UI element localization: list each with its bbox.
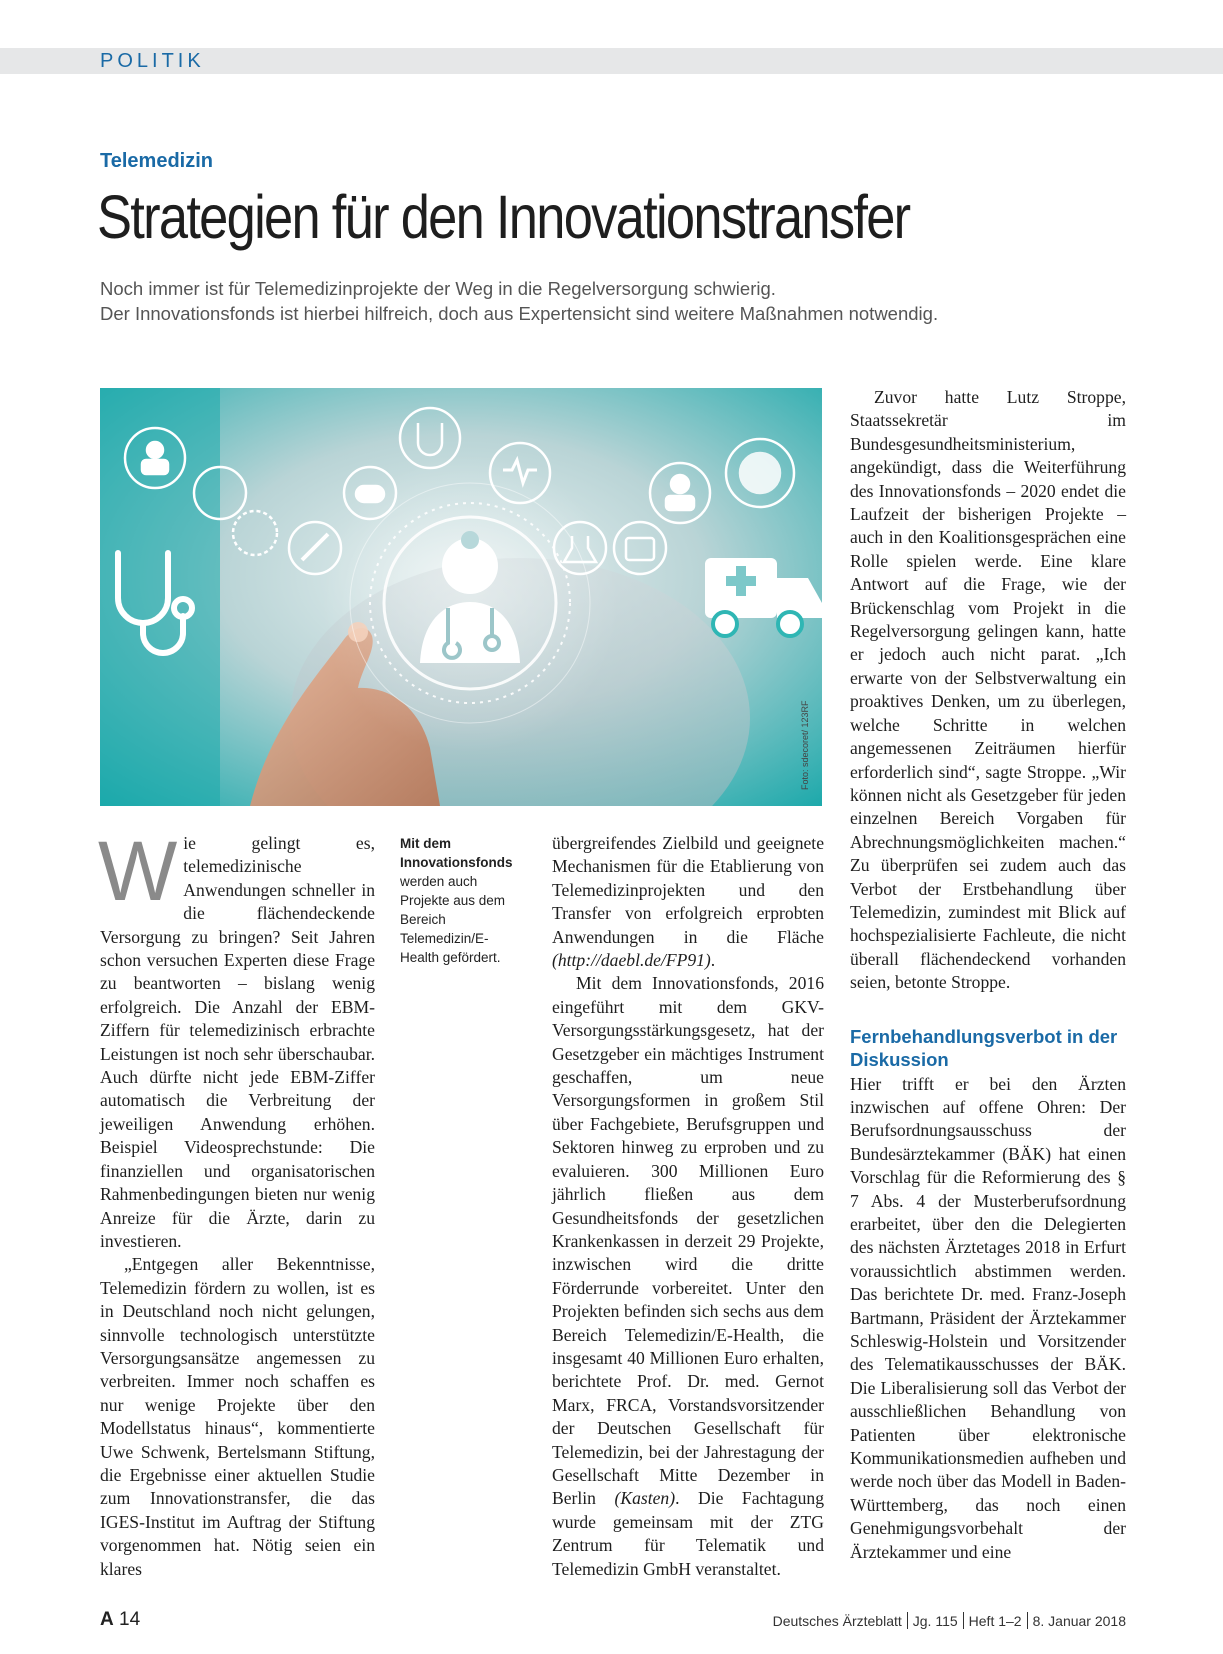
divider bbox=[963, 1612, 964, 1629]
paragraph-text: Mit dem Innovationsfonds, 2016 eingeführt mit dem GKV-Versorgungsstärkungsgesetz, hat der Gesetzgeber ein mächtiges Instrument geschaffen, um neue Versorgungsformen in großem Stil über Fachgebiete, Berufsgruppen und Sektoren hinweg zu erproben und zu evaluieren. 300 Millionen Euro jährlich fließen aus dem Gesundheitsfonds der gesetzlichen Krankenkassen in derzeit 29 Projekte, inzwischen wird die dritte Förderrunde vorbereitet. Unter den Projekten befinden sich sechs aus dem Bereich Telemedizin/E-Health, die insgesamt 40 Millionen Euro erhalten, berichtete Prof. Dr. med. Gernot Marx, FRCA, Vorstandsvorsitzender der Deutschen Gesellschaft für Telemedizin, bei der Jahrestagung der Gesellschaft Mitte Dezember in Berlin bbox=[552, 973, 824, 1509]
article-kicker: Telemedizin bbox=[100, 150, 213, 172]
text-column-1 bbox=[98, 824, 375, 1581]
folio-number: 14 bbox=[119, 1609, 141, 1630]
section-label: POLITIK bbox=[100, 50, 205, 72]
volume: Jg. 115 bbox=[912, 1613, 958, 1629]
lead-line: Der Innovationsfonds ist hierbei hilfreich, doch aus Expertensicht sind weitere Maßnahmen notwendig. bbox=[100, 303, 939, 324]
issue: Heft 1–2 bbox=[968, 1613, 1022, 1629]
paragraph: „Entgegen aller Bekenntnisse, Telemedizin fördern zu wollen, ist es in Deutschland noch nicht gelungen, sinnvolle technologisch unterstützte Versorgungsansätze angemessen zu verbreiten. Immer noch schaffen es nur wenige Projekte über den Modellstatus hinaus“, kommentierte Uwe Schwenk, Bertelsmann Stiftung, die Ergebnisse einer aktuellen Studie zum Innovationstransfer, die das IGES-Institut im Auftrag der Stiftung vorgenommen hat. Nötig seien ein klares bbox=[100, 1254, 375, 1579]
article-lead bbox=[100, 276, 1130, 326]
paragraph bbox=[552, 832, 824, 972]
footer-info bbox=[773, 1612, 1126, 1629]
article-title: Strategien für den Innovationstransfer bbox=[97, 183, 910, 251]
photo-credit: Foto: sdecoret/ 123RF bbox=[800, 700, 810, 790]
divider bbox=[907, 1612, 908, 1629]
caption-bold: Mit dem Innovationsfonds bbox=[400, 836, 513, 870]
page-number bbox=[100, 1609, 140, 1631]
issue-date: 8. Januar 2018 bbox=[1032, 1613, 1126, 1629]
paragraph: ie gelingt es, telemedizinische Anwendungen schneller in die flächendeckende Versorgung zu bringen? Seit Jahren schon versuchen Experten diese Frage zu beantworten – bislang wenig erfolgreich. Die Anzahl der EBM-Ziffern für telemedizinisch erbrachte Leistungen ist noch sehr überschaubar. Auch dürfte nicht jede EBM-Ziffer automatisch die Verbreitung der jeweiligen Anwendung erhöhen. Beispiel Videosprechstunde: Die finanziellen und organisatorischen Rahmenbedingungen bieten nur wenig Anreize für die Ärzte, darin zu investieren. bbox=[100, 833, 375, 1251]
paragraph-end: . bbox=[710, 950, 716, 971]
box-reference: (Kasten) bbox=[614, 1488, 676, 1509]
source-link[interactable]: (http://daebl.de/FP91) bbox=[552, 950, 711, 971]
folio-letter: A bbox=[100, 1609, 114, 1630]
hero-image bbox=[100, 388, 822, 806]
paragraph bbox=[552, 972, 824, 1581]
paragraph-text: übergreifendes Zielbild und geeignete Mechanismen für die Etablierung von Telemedizinprojekten und den Transfer von erfolgreich erprobten Anwendungen in die Fläche bbox=[552, 833, 824, 947]
drop-cap: W bbox=[98, 824, 178, 918]
paragraph-end: . Die Fachtagung wurde gemeinsam mit der ZTG Zentrum für Telematik und Telemedizin GmbH veranstaltet. bbox=[552, 1488, 824, 1579]
lead-line: Noch immer ist für Telemedizinprojekte der Weg in die Regelversorgung schwierig. bbox=[100, 278, 776, 299]
subheading: Fernbehandlungsverbot in der Diskussion bbox=[850, 1025, 1118, 1070]
caption-text: werden auch Projekte aus dem Bereich Telemedizin/E-Health gefördert. bbox=[400, 874, 506, 965]
text-column-2 bbox=[552, 832, 824, 1581]
paragraph: Hier trifft er bei den Ärzten inzwischen auf offene Ohren: Der Berufsordnungsausschuss der Bundesärztekammer (BÄK) hat einen Vorschlag für die Reformierung des § 7 Abs. 4 der Musterberufsordnung erarbeitet, über den die Delegierten des nächsten Ärztetages 2018 in Erfurt voraussichtlich abstimmen werden. Das berichtete Dr. med. Franz-Joseph Bartmann, Präsident der Ärztekammer Schleswig-Holstein und Vorsitzender des Telematikausschusses der BÄK. Die Liberalisierung soll das Verbot der ausschließlichen Behandlung von Patienten über elektronische Kommunikationsmedien aufheben und werde noch über das Modell in Baden-Württemberg, das noch einen Genehmigungsvorbehalt der Ärztekammer und eine bbox=[850, 1073, 1126, 1562]
image-caption bbox=[400, 834, 518, 967]
journal-name: Deutsches Ärzteblatt bbox=[772, 1613, 902, 1629]
paragraph: Zuvor hatte Lutz Stroppe, Staatssekretär im Bundesgesundheitsministerium, angekündigt, dass die Weiterführung des Innovationsfonds – 2020 endet die Laufzeit der bisherigen Projekte – auch in den Koalitionsgesprächen eine Rolle spielen werde. Eine klare Antwort auf die Frage, wie der Brückenschlag vom Projekt in die Regelversorgung gelingen kann, hatte er jedoch auch nicht parat. „Ich erwarte von der Selbstverwaltung ein proaktives Denken, um zu überlegen, welche Schritte in welchen angemessenen Zeiträumen hierfür erforderlich sind“, sagte Stroppe. „Wir können nicht als Gesetzgeber für jeden einzelnen Bereich Vorgaben für Abrechnungsmöglichkeiten machen.“ Zu überprüfen sei zudem auch das Verbot der Erstbehandlung über Telemedizin, zumindest mit Blick auf hochspezialisierte Fachleute, die nicht überall flächendeckend vorhanden seien, betonte Stroppe. bbox=[850, 387, 1126, 993]
text-column-3 bbox=[850, 386, 1126, 1564]
divider bbox=[1027, 1612, 1028, 1629]
